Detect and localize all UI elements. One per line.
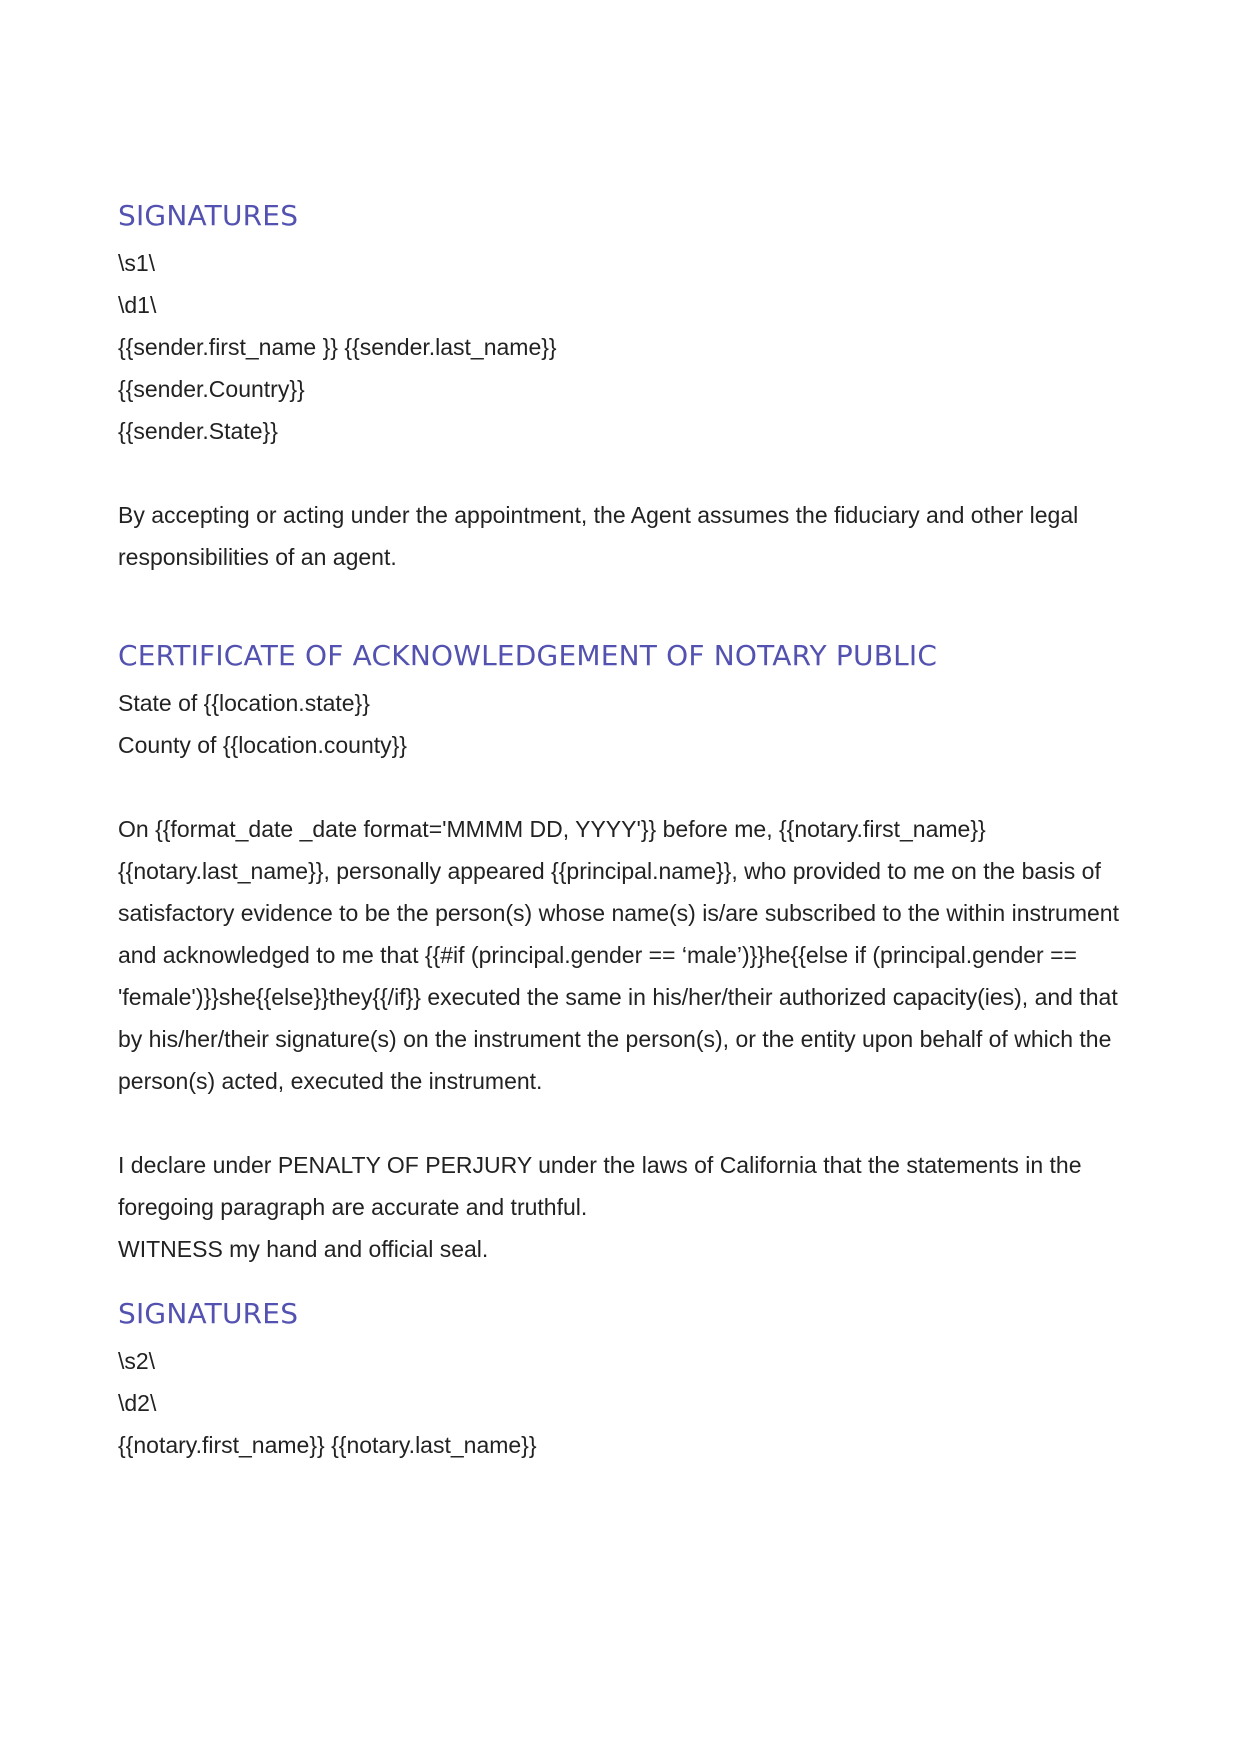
acknowledgement-paragraph: On {{format_date _date format='MMMM DD, YYYY'}} before me, {{notary.first_name}} {{notary.last_name}}, personally appeared {{principal.name}}, who provided to me on the basis of satisfactory evidence to be the person(s) whose name(s) is/are subscribed to the within instrument and acknowledged to me that {{#if (principal.gender == ‘male’)}}he{{else if (principal.gender == 'female')}}she{{else}}they{{/if}} executed the same in his/her/their authorized capacity(ies), and that by his/her/their signature(s) on the instrument the person(s), or the entity upon behalf of which the person(s) acted, executed the instrument.	[118, 816, 1119, 1094]
signature-placeholder: \s1\	[118, 250, 156, 276]
notary-signature-placeholder: \s2\	[118, 1348, 156, 1374]
notary-signatures-heading: SIGNATURES	[118, 1297, 299, 1330]
notary-date-placeholder: \d2\	[118, 1390, 157, 1416]
agent-responsibility-paragraph: By accepting or acting under the appointment, the Agent assumes the fiduciary and other legal responsibilities of an agent.	[118, 502, 1079, 570]
location-state: State of {{location.state}}	[118, 690, 370, 716]
witness-line: WITNESS my hand and official seal.	[118, 1236, 489, 1262]
location-county: County of {{location.county}}	[118, 732, 407, 758]
document-content	[118, 196, 1128, 1466]
sender-state: {{sender.State}}	[118, 418, 278, 444]
perjury-declaration: I declare under PENALTY OF PERJURY under the laws of California that the statements in the foregoing paragraph are accurate and truthful.	[118, 1152, 1082, 1220]
notary-name: {{notary.first_name}} {{notary.last_name}}	[118, 1432, 537, 1458]
sender-country: {{sender.Country}}	[118, 376, 305, 402]
signatures-heading: SIGNATURES	[118, 199, 299, 232]
date-placeholder: \d1\	[118, 292, 157, 318]
sender-name: {{sender.first_name }} {{sender.last_name}}	[118, 334, 557, 360]
certificate-heading: CERTIFICATE OF ACKNOWLEDGEMENT OF NOTARY PUBLIC	[118, 639, 938, 672]
